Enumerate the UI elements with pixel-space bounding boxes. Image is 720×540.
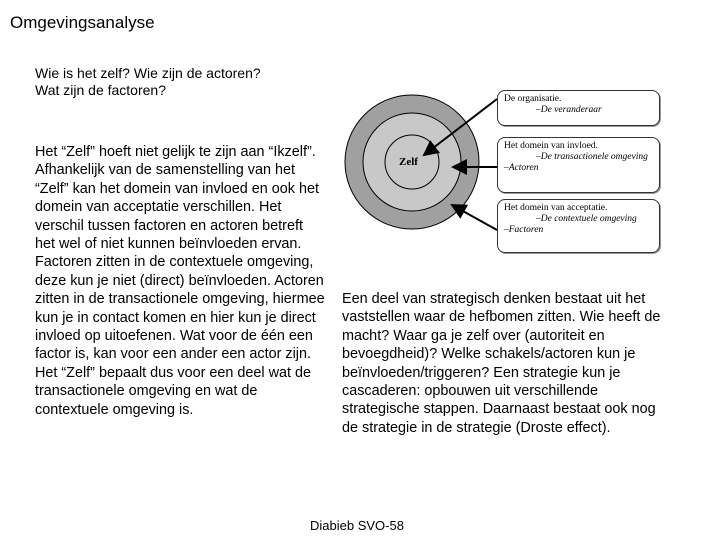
slide-title: Omgevingsanalyse — [10, 13, 155, 32]
box-domein-invloed — [497, 137, 660, 193]
intro-line: Wat zijn de factoren? — [35, 82, 166, 98]
box-sub2: –Actoren — [504, 163, 539, 173]
box-sub: –De transactionele omgeving — [536, 152, 648, 162]
intro-line: Wie is het zelf? Wie zijn de actoren? — [35, 65, 261, 81]
zelf-label: Zelf — [399, 156, 418, 168]
right-body-text: Een deel van strategisch denken bestaat uit het vaststellen waar de hefbomen zitten. Wie heeft de macht? Waar ga je zelf over (autoriteit en bevoegdheid)? Welke schakels/actoren kun je beïnvloeden/triggeren? Een strategie kun je cascaderen: opbouwen uit verschillende strategische stappen. Daarnaast bestaat ook nog de strategie in de strategie (Droste effect). — [342, 291, 661, 436]
box-sub2: –Factoren — [504, 225, 544, 235]
box-organisatie — [497, 90, 660, 126]
left-body-text: Het “Zelf” hoeft niet gelijk te zijn aan “Ikzelf”. Afhankelijk van de samenstelling van het “Zelf” kan het domein van invloed en ook het domein van acceptatie verschillen. Het verschil tussen factoren en actoren betreft het wel of niet kunnen beïnvloeden ervan. Factoren zitten in de contextuele omgeving, deze kun je niet (direct) beïnvloeden. Actoren zitten in de transactionele omgeving, hiermee kun je in contact komen en hier kun je direct invloed op uitoefenen. Wat voor de één een factor is, kan voor een ander een actor zijn. Het “Zelf” bepaalt dus voor een deel wat de transactionele omgeving en wat de contextuele omgeving is. — [35, 144, 325, 418]
box-sub: –De veranderaar — [536, 105, 602, 115]
box-head: Het domein van invloed. — [504, 141, 598, 151]
box-sub: –De contextuele omgeving — [536, 214, 637, 224]
environment-diagram — [340, 85, 670, 260]
footer-label: Diabieb SVO-58 — [310, 518, 404, 533]
box-head: Het domein van acceptatie. — [504, 203, 608, 213]
intro-questions — [35, 65, 261, 99]
box-domein-acceptatie — [497, 199, 660, 253]
box-head: De organisatie. — [504, 94, 562, 104]
